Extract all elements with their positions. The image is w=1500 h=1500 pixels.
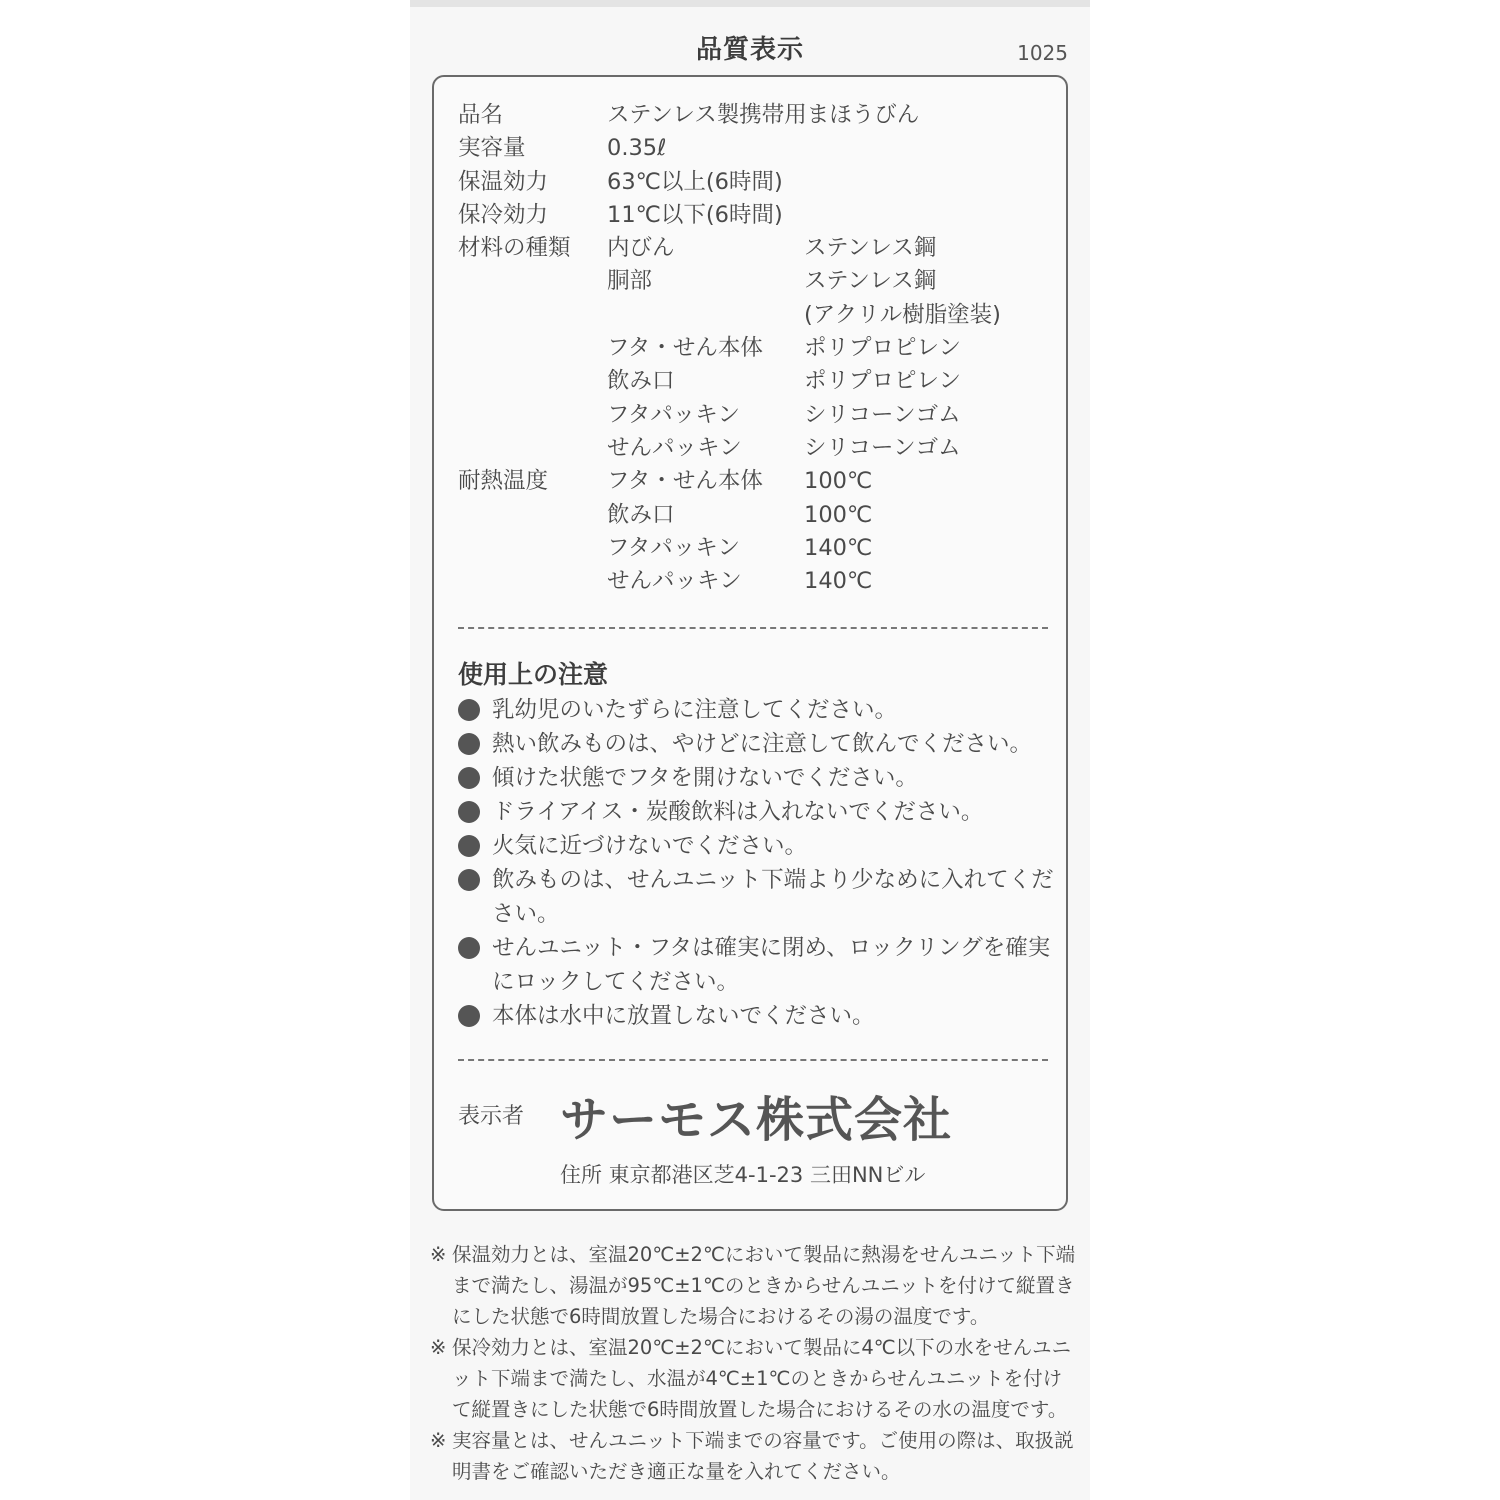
material-name: シリコーンゴム bbox=[804, 434, 961, 461]
note-item bbox=[456, 829, 1056, 863]
company-address: 住所 東京都港区芝4-1-23 三田NNビル bbox=[560, 1163, 926, 1187]
bullet-icon bbox=[458, 767, 480, 789]
material-row bbox=[458, 232, 1048, 265]
footnote-text: 保温効力とは、室温20℃±2℃において製品に熱湯をせんユニット下端まで満たし、湯温が95℃±1℃のときからせんユニットを付けて縦置きにした状態で6時間放置した場合におけるその湯の温度です。 bbox=[452, 1243, 1076, 1328]
footnote-mark: ※ bbox=[430, 1429, 447, 1452]
dashed-divider bbox=[458, 1059, 1048, 1061]
heat-resist-part: フタ・せん本体 bbox=[607, 468, 763, 495]
bullet-icon bbox=[458, 733, 480, 755]
note-text: せんユニット・フタは確実に閉め、ロックリングを確実にロックしてください。 bbox=[492, 935, 1051, 995]
label-code: 1025 bbox=[1017, 41, 1068, 65]
page-title: 品質表示 bbox=[695, 35, 804, 65]
material-row bbox=[458, 432, 1048, 465]
material-name: ステンレス鋼 bbox=[804, 268, 937, 295]
note-text: ドライアイス・炭酸飲料は入れないでください。 bbox=[492, 799, 984, 825]
material-part: 飲み口 bbox=[607, 368, 675, 395]
dashed-divider bbox=[458, 627, 1048, 629]
issuer-label: 表示者 bbox=[458, 1104, 525, 1129]
heat-resist-part: せんパッキン bbox=[607, 568, 742, 595]
spec-label: 保温効力 bbox=[458, 168, 549, 195]
material-part: フタパッキン bbox=[607, 401, 740, 428]
bullet-icon bbox=[458, 1005, 480, 1027]
heat-resist-row bbox=[458, 465, 1048, 498]
material-row bbox=[458, 399, 1048, 432]
material-part: 胴部 bbox=[607, 268, 653, 295]
material-part: せんパッキン bbox=[607, 434, 742, 461]
material-row bbox=[458, 299, 1048, 332]
heat-resist-row bbox=[458, 532, 1048, 565]
bullet-icon bbox=[458, 801, 480, 823]
bullet-icon bbox=[458, 835, 480, 857]
heat-resist-temp: 140℃ bbox=[804, 534, 873, 561]
spec-value: 63℃以上(6時間) bbox=[607, 168, 783, 195]
material-name: シリコーンゴム bbox=[804, 401, 961, 428]
material-name: (アクリル樹脂塗装) bbox=[804, 301, 1001, 328]
bullet-icon bbox=[458, 869, 480, 891]
material-row bbox=[458, 365, 1048, 398]
footnote bbox=[430, 1332, 1080, 1425]
spec-value: 11℃以下(6時間) bbox=[607, 201, 783, 228]
heat-resist-row bbox=[458, 499, 1048, 532]
heat-resist-part: フタパッキン bbox=[607, 534, 740, 561]
heat-resist-part: 飲み口 bbox=[607, 501, 675, 528]
note-item bbox=[456, 999, 1056, 1033]
spec-row-heat-retention bbox=[458, 166, 1048, 199]
company-name: サーモス株式会社 bbox=[560, 1092, 953, 1148]
footnote-text: 保冷効力とは、室温20℃±2℃において製品に4℃以下の水をせんユニット下端まで満たし、水温が4℃±1℃のときからせんユニットを付けて縦置きにした状態で6時間放置した場合におけるその水の温度です。 bbox=[452, 1336, 1072, 1421]
spec-value: 0.35ℓ bbox=[607, 135, 667, 162]
spec-label: 保冷効力 bbox=[458, 201, 549, 228]
spec-row-cold-retention bbox=[458, 199, 1048, 232]
footnotes bbox=[430, 1239, 1080, 1487]
spec-label: 耐熱温度 bbox=[458, 468, 549, 495]
spec-row-product-name bbox=[458, 99, 1048, 132]
note-item bbox=[456, 931, 1056, 999]
note-text: 火気に近づけないでください。 bbox=[492, 833, 808, 859]
notes-list bbox=[456, 693, 1056, 1033]
footnote-mark: ※ bbox=[430, 1336, 447, 1359]
notes-title: 使用上の注意 bbox=[458, 660, 609, 689]
footnote-mark: ※ bbox=[430, 1243, 447, 1266]
note-item bbox=[456, 693, 1056, 727]
note-item bbox=[456, 727, 1056, 761]
material-name: ポリプロピレン bbox=[804, 335, 961, 362]
spec-label: 実容量 bbox=[458, 135, 526, 162]
spec-label: 品名 bbox=[458, 102, 504, 128]
material-name: ステンレス鋼 bbox=[804, 235, 937, 262]
footnote bbox=[430, 1239, 1080, 1332]
material-name: ポリプロピレン bbox=[804, 368, 961, 395]
material-part: 内びん bbox=[607, 235, 675, 262]
footnote bbox=[430, 1425, 1080, 1487]
heat-resist-temp: 100℃ bbox=[804, 501, 873, 528]
heat-resist-temp: 100℃ bbox=[804, 468, 873, 495]
note-text: 傾けた状態でフタを開けないでください。 bbox=[492, 765, 918, 791]
spec-label: 材料の種類 bbox=[458, 235, 571, 262]
note-item bbox=[456, 863, 1056, 931]
note-text: 本体は水中に放置しないでください。 bbox=[492, 1003, 875, 1029]
note-item bbox=[456, 761, 1056, 795]
material-part: フタ・せん本体 bbox=[607, 335, 763, 362]
material-row bbox=[458, 332, 1048, 365]
material-row bbox=[458, 265, 1048, 298]
heat-resist-row bbox=[458, 565, 1048, 598]
bullet-icon bbox=[458, 937, 480, 959]
spec-value: ステンレス製携帯用まほうびん bbox=[607, 102, 920, 128]
note-text: 熱い飲みものは、やけどに注意して飲んでください。 bbox=[492, 731, 1033, 757]
bullet-icon bbox=[458, 699, 480, 721]
spec-table bbox=[458, 99, 1048, 598]
heat-resist-temp: 140℃ bbox=[804, 568, 873, 595]
note-item bbox=[456, 795, 1056, 829]
footnote-text: 実容量とは、せんユニット下端までの容量です。ご使用の際は、取扱説明書をご確認いただき適正な量を入れてください。 bbox=[452, 1429, 1074, 1483]
note-text: 飲みものは、せんユニット下端より少なめに入れてください。 bbox=[492, 867, 1054, 927]
note-text: 乳幼児のいたずらに注意してください。 bbox=[492, 697, 898, 723]
quality-label-sheet bbox=[410, 0, 1090, 1500]
quality-box bbox=[432, 75, 1068, 1211]
spec-row-capacity bbox=[458, 132, 1048, 165]
